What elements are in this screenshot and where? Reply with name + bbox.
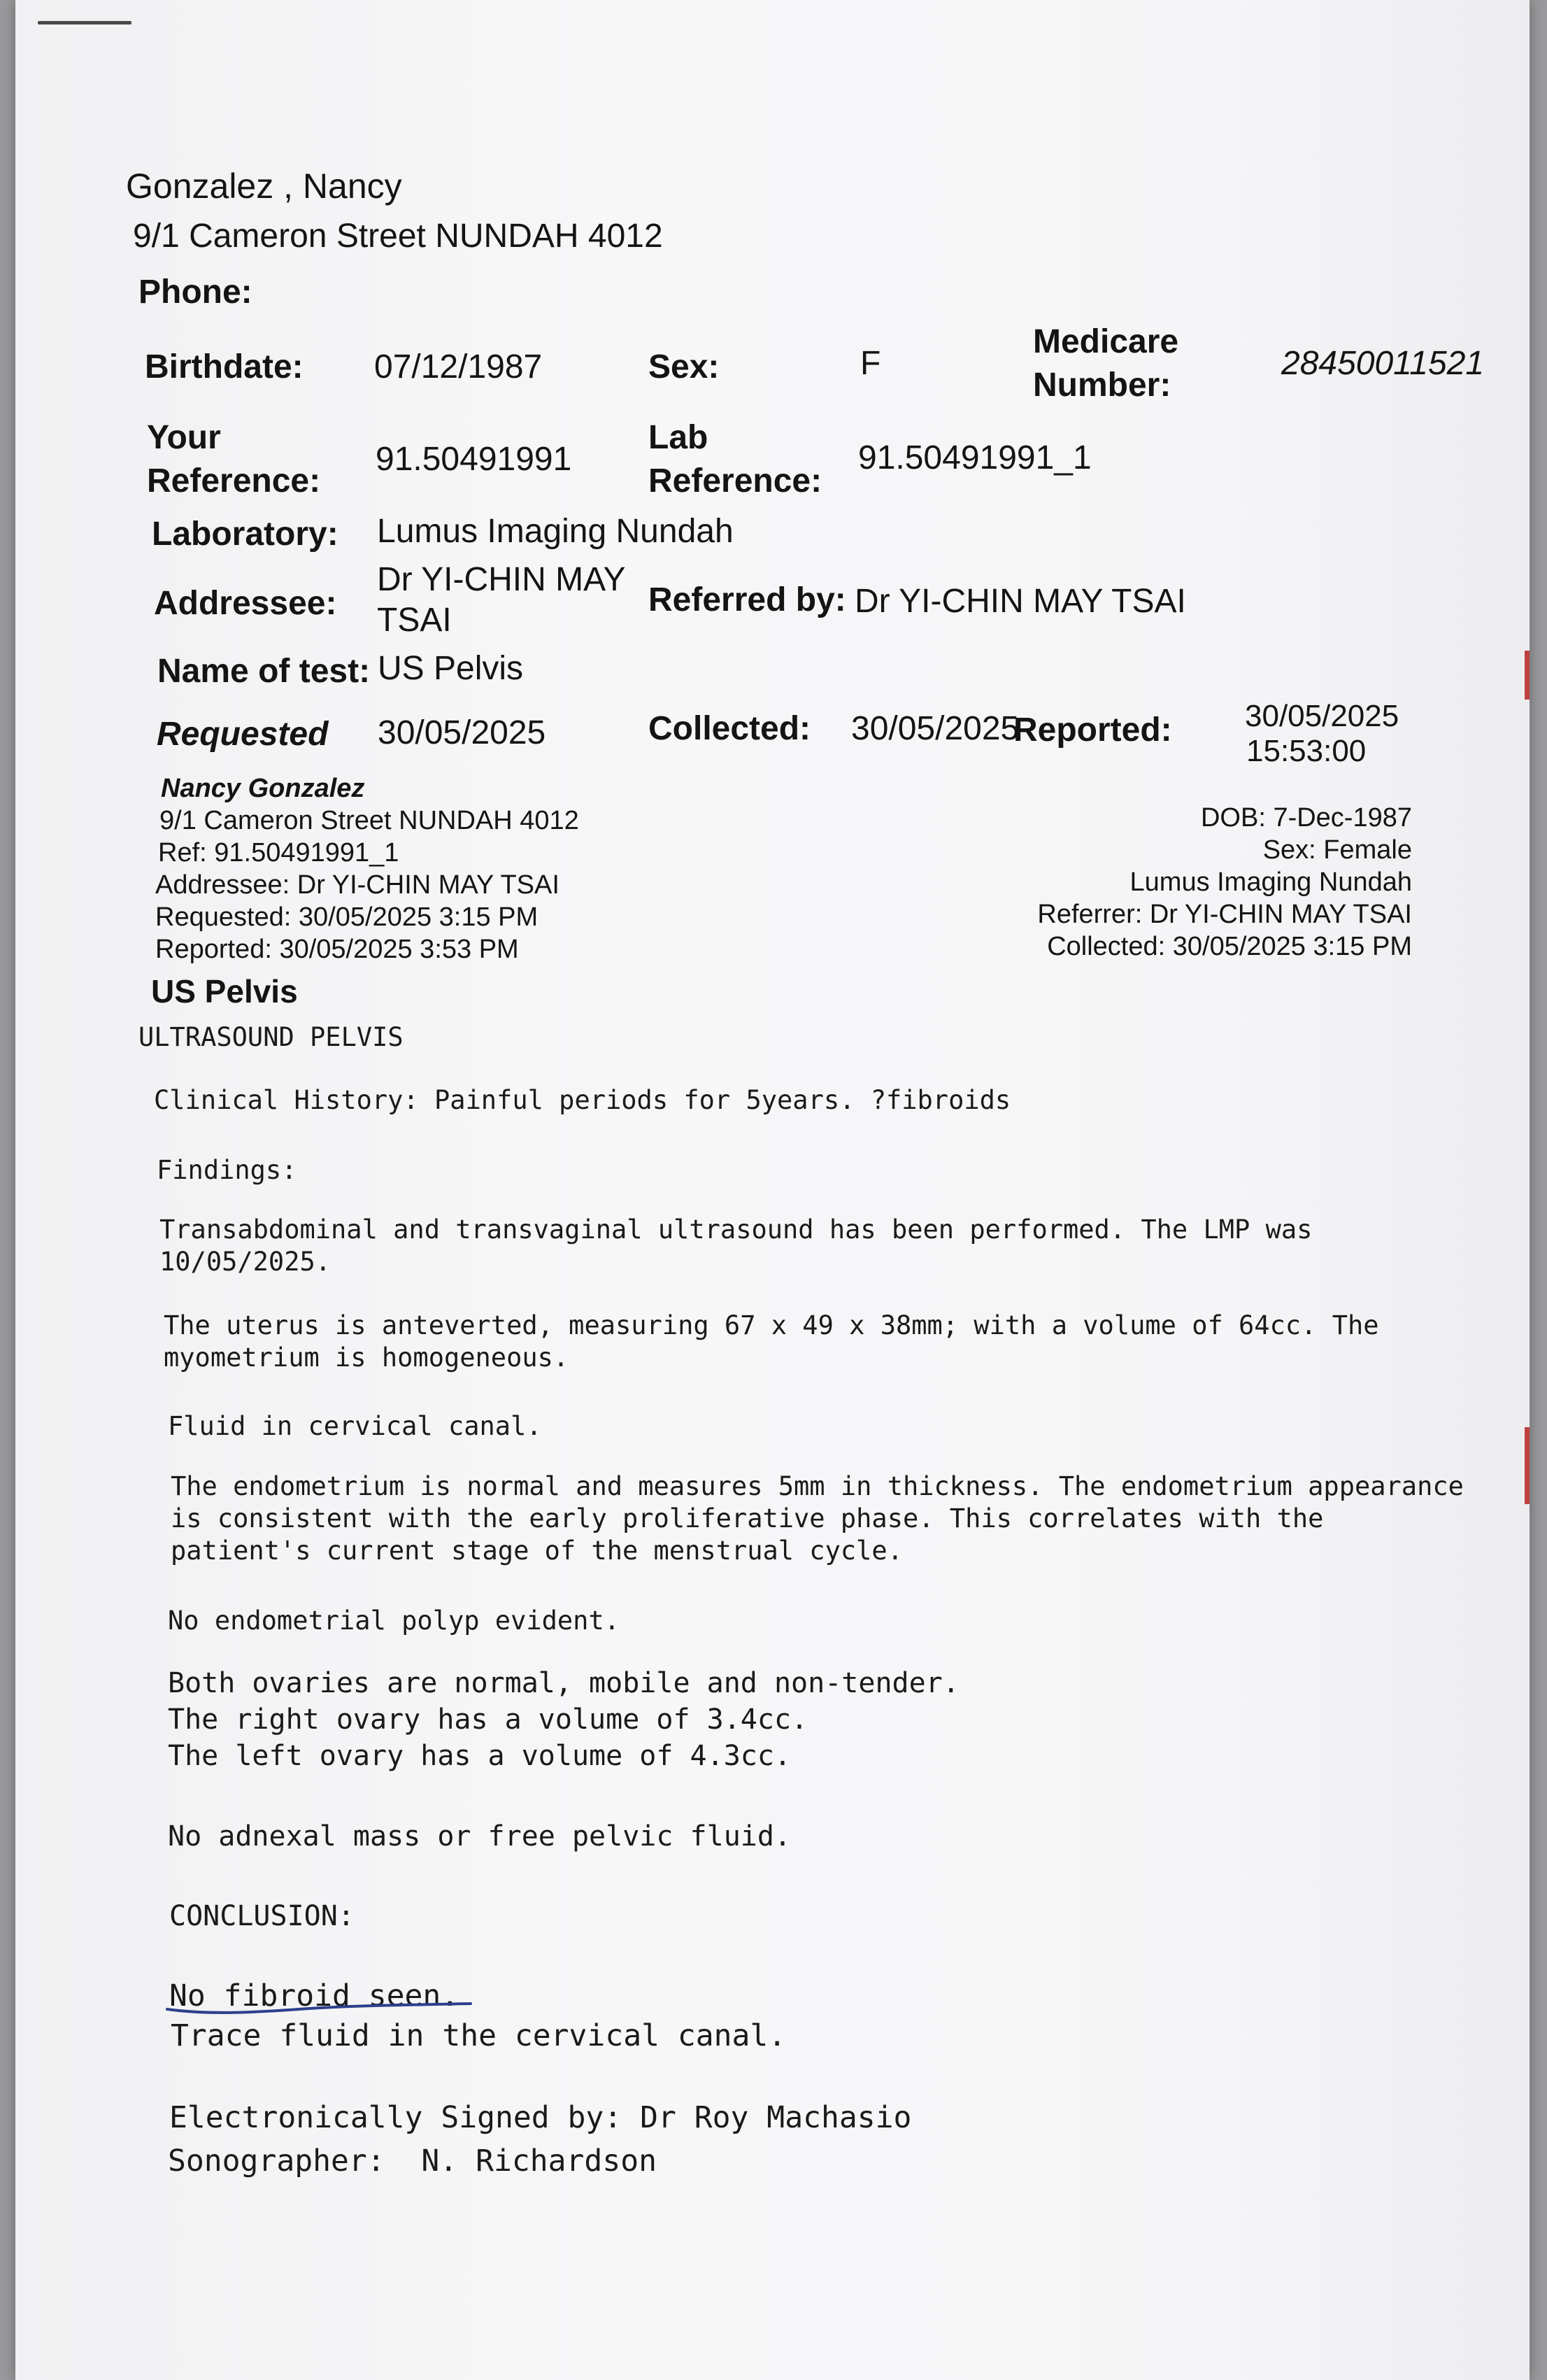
reported-label: Reported: [1013,711,1172,749]
your-reference-value: 91.50491991 [376,441,572,478]
phone-label: Phone: [138,274,252,311]
summary-patient-name: Nancy Gonzalez [161,774,365,803]
your-reference-label: Your Reference: [147,419,321,500]
findings-paragraph-5: No endometrial polyp evident. [168,1606,620,1636]
findings-paragraph-1: Transabdominal and transvaginal ultrasound has been performed. The LMP was 10/05/2025. [159,1214,1313,1277]
summary-address: 9/1 Cameron Street NUNDAH 4012 [159,806,579,835]
medicare-value: 28450011521 [1281,345,1485,382]
reported-time: 15:53:00 [1246,734,1367,768]
summary-referrer: Referrer: Dr YI-CHIN MAY TSAI [1037,900,1412,929]
summary-reported: Reported: 30/05/2025 3:53 PM [155,935,519,964]
requested-value: 30/05/2025 [378,714,546,751]
report-sheet [15,0,1530,2380]
collected-label: Collected: [648,710,811,747]
sex-value: F [860,345,881,382]
sonographer: Sonographer: N. Richardson [168,2144,657,2179]
sex-label: Sex: [648,348,720,385]
conclusion-line-1: No fibroid seen. [169,1978,459,2013]
referred-by-label: Referred by: [648,581,846,618]
patient-name: Gonzalez , Nancy [126,167,402,206]
summary-laboratory: Lumus Imaging Nundah [1129,867,1412,897]
edge-mark-bottom [1525,1427,1530,1504]
report-heading: ULTRASOUND PELVIS [138,1022,404,1052]
summary-dob: DOB: 7-Dec-1987 [1200,803,1412,833]
addressee-value: Dr YI-CHIN MAY TSAI [377,561,625,639]
reported-date: 30/05/2025 [1245,699,1399,733]
birthdate-label: Birthdate: [145,348,304,385]
electronic-signature: Electronically Signed by: Dr Roy Machasio [169,2100,912,2135]
summary-ref: Ref: 91.50491991_1 [158,838,399,867]
pen-underline [166,1994,473,2022]
addressee-label: Addressee: [154,585,337,622]
summary-left [155,772,579,965]
summary-sex: Sex: Female [1262,835,1412,865]
conclusion-label: CONCLUSION: [169,1900,355,1932]
lab-reference-label: Lab Reference: [648,419,822,500]
findings-paragraph-6: Both ovaries are normal, mobile and non-tender. The right ovary has a volume of 3.4cc. The left ovary has a volume of 4.3cc. [168,1667,960,1772]
lab-reference-value: 91.50491991_1 [858,439,1092,476]
findings-paragraph-3: Fluid in cervical canal. [168,1411,542,1441]
name-of-test-value: US Pelvis [378,650,524,687]
name-of-test-label: Name of test: [157,653,371,690]
conclusion-line-2: Trace fluid in the cervical canal. [171,2018,787,2053]
clinical-history: Clinical History: Painful periods for 5years. ?fibroids [154,1085,1011,1115]
collected-value: 30/05/2025 [851,710,1020,747]
summary-right [1037,802,1412,963]
summary-requested: Requested: 30/05/2025 3:15 PM [155,902,539,932]
findings-paragraph-2: The uterus is anteverted, measuring 67 x 49 x 38mm; with a volume of 64cc. The myometrium is homogeneous. [164,1310,1379,1373]
summary-addressee: Addressee: Dr YI-CHIN MAY TSAI [155,870,559,900]
laboratory-label: Laboratory: [152,516,338,553]
findings-label: Findings: [157,1155,297,1185]
corner-mark [38,21,131,24]
findings-paragraph-7: No adnexal mass or free pelvic fluid. [168,1820,792,1853]
patient-address: 9/1 Cameron Street NUNDAH 4012 [133,218,663,255]
birthdate-value: 07/12/1987 [374,348,543,385]
edge-mark-top [1525,651,1530,700]
summary-collected: Collected: 30/05/2025 3:15 PM [1047,932,1412,961]
findings-paragraph-4: The endometrium is normal and measures 5mm in thickness. The endometrium appearance is consistent with the early proliferative phase. This correlates with the patient's current stage of the menstrual cycle. [171,1471,1464,1566]
laboratory-value: Lumus Imaging Nundah [377,513,734,550]
requested-label: Requested [157,716,329,753]
referred-by-value: Dr YI-CHIN MAY TSAI [855,583,1186,620]
medicare-label: Medicare Number: [1033,323,1179,404]
report-title: US Pelvis [151,973,298,1010]
